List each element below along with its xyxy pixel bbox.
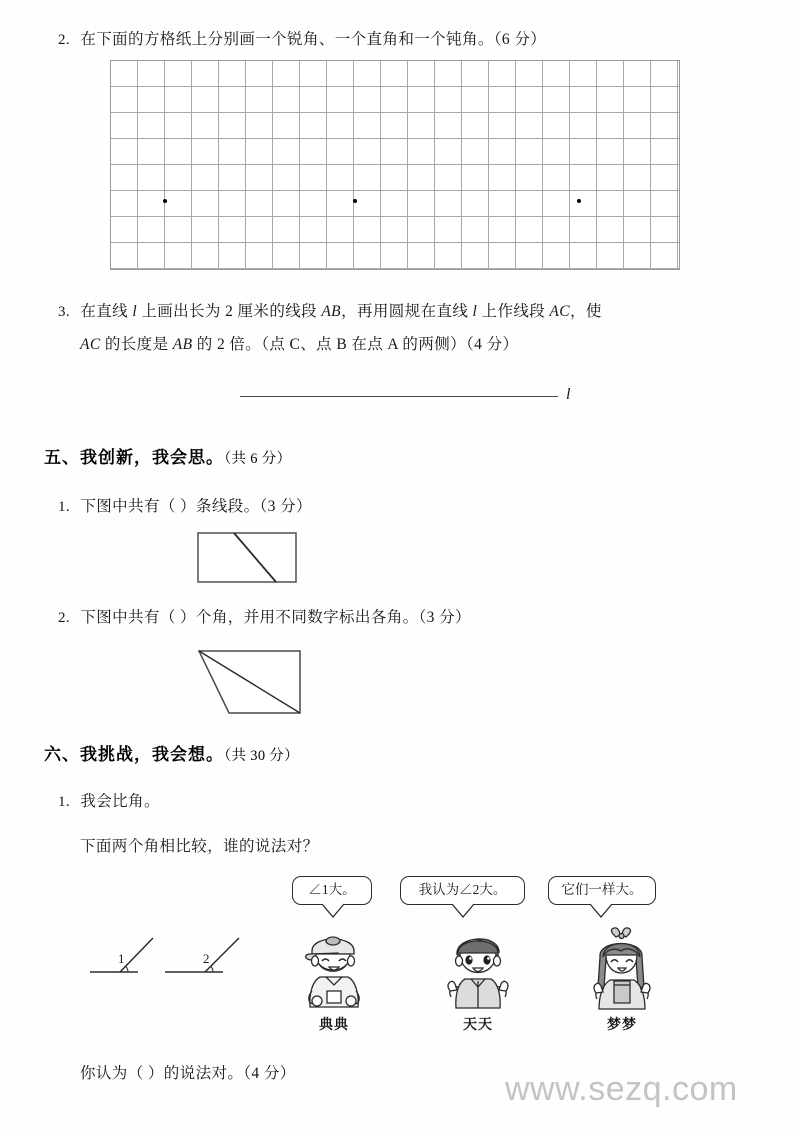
q3-text-g: 的 2 倍。（点 C、点 B 在点 A 的两侧）（4 分）	[192, 336, 519, 353]
speech-tail-diandian	[320, 903, 346, 918]
speech-bubble-mengmeng	[548, 876, 656, 905]
grid-paper	[110, 60, 680, 270]
angle-2-figure	[165, 930, 255, 990]
q3-seg-ac-2: AC	[80, 336, 101, 353]
rectangle-with-diagonal-figure	[190, 525, 310, 595]
grid-dot	[163, 199, 167, 203]
q3-seg-ab: AB	[321, 303, 342, 320]
section-6-heading	[44, 740, 299, 765]
section-6-points: （共 30 分）	[224, 748, 299, 764]
section-5-item-1	[58, 495, 312, 519]
s6-item1-text: 我会比角。	[80, 793, 160, 810]
s6-item1-subtext: 下面两个角相比较，谁的说法对？	[80, 838, 319, 855]
q3-line-l: l	[132, 303, 138, 320]
question-3-line-2	[80, 333, 518, 357]
q3-text-c: ，再用圆规在直线	[341, 303, 473, 320]
grid-dot	[353, 199, 357, 203]
s5-item1-text: 下图中共有（ ）条线段。（3 分）	[80, 498, 312, 515]
s5-item2-number: 2.	[58, 610, 71, 626]
speech-bubble-diandian	[292, 876, 372, 905]
q3-text-b: 上画出长为 2 厘米的线段	[137, 303, 322, 320]
question-3-number: 3.	[58, 304, 71, 320]
speech-text-diandian: ∠1大。	[308, 882, 356, 897]
svg-text:2: 2	[203, 951, 210, 966]
angle-1-figure	[90, 930, 170, 990]
speech-bubble-tiantian	[400, 876, 525, 905]
line-label-l: l	[566, 386, 571, 403]
speech-text-tiantian: 我认为∠2大。	[418, 882, 507, 897]
section-5-points: （共 6 分）	[224, 451, 292, 467]
section-6-item-1	[58, 790, 160, 814]
question-3-line-1	[58, 300, 602, 324]
straight-line-l	[240, 396, 558, 397]
s5-item1-number: 1.	[58, 499, 71, 515]
q3-seg-ab-2: AB	[172, 336, 193, 353]
s5-item2-text: 下图中共有（ ）个角，并用不同数字标出各角。（3 分）	[80, 609, 471, 626]
trapezoid-with-diagonal-figure	[190, 640, 315, 725]
boy-with-cap-icon	[298, 925, 370, 1015]
grid-dot	[577, 199, 581, 203]
q3-text-e: ，使	[570, 303, 602, 320]
answer-prompt: 你认为（ ）的说法对。（4 分）	[80, 1065, 296, 1082]
watermark: www.sezq.com	[505, 1070, 738, 1108]
speech-text-mengmeng: 它们一样大。	[561, 882, 643, 897]
q3-text-a: 在直线	[80, 303, 133, 320]
girl-with-bow-icon	[586, 925, 658, 1015]
question-2-text: 在下面的方格纸上分别画一个锐角、一个直角和一个钝角。（6 分）	[80, 31, 547, 48]
character-name-mengmeng: 梦梦	[607, 1018, 637, 1033]
speech-tail-mengmeng	[588, 903, 614, 918]
question-2	[58, 28, 546, 52]
svg-text:1: 1	[118, 951, 125, 966]
section-5-heading	[44, 443, 291, 468]
q3-seg-ac: AC	[549, 303, 571, 320]
speech-tail-tiantian	[450, 903, 476, 918]
q3-text-d: 上作线段	[477, 303, 550, 320]
s6-item1-number: 1.	[58, 794, 71, 810]
character-name-diandian: 典典	[319, 1018, 349, 1033]
q3-line-l2: l	[472, 303, 478, 320]
section-6-title: 六、我挑战，我会想。	[44, 745, 224, 764]
section-5-title: 五、我创新，我会思。	[44, 448, 224, 467]
question-2-number: 2.	[58, 32, 71, 48]
q3-text-f: 的长度是	[100, 336, 173, 353]
section-5-item-2	[58, 606, 471, 630]
boy-shrugging-icon	[442, 925, 514, 1015]
character-name-tiantian: 天天	[463, 1018, 493, 1033]
